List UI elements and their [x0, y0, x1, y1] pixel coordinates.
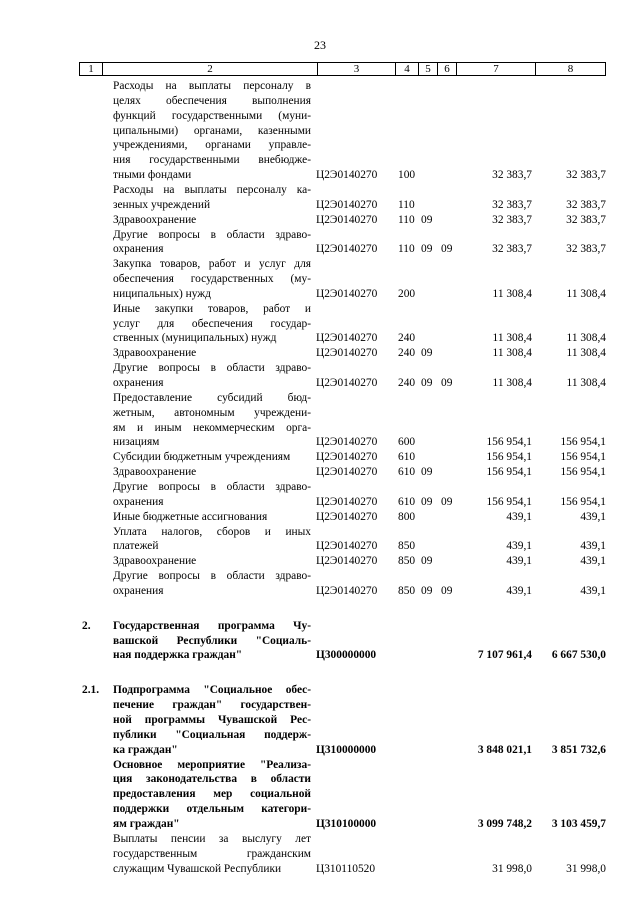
expense-type: 850: [398, 584, 416, 597]
amount-year-2: 32 383,7: [566, 213, 606, 226]
amount-year-2: 11 308,4: [566, 377, 606, 389]
row-line: [0, 728, 640, 742]
row-line: [0, 435, 640, 449]
amount-year-2: 439,1: [580, 540, 606, 553]
row-name-text: Другие вопросы в области здраво-: [113, 362, 311, 375]
expense-type: 600: [398, 436, 416, 449]
amount-year-2: 439,1: [580, 510, 606, 523]
row-line: [0, 758, 640, 772]
row-number: 2.1.: [82, 684, 100, 697]
row-line: [0, 648, 640, 662]
expense-type: 800: [398, 510, 416, 523]
row-number: 2.: [82, 619, 91, 632]
row-line: [0, 802, 640, 816]
row-line: [0, 817, 640, 831]
row-line: [0, 787, 640, 801]
row-name-text: услуг для обеспечения государ-: [113, 317, 311, 330]
row-name-text: Здравоохранение: [113, 466, 197, 479]
row-line: [0, 584, 640, 598]
target-article-code: Ц2Э0140270: [316, 169, 378, 182]
row-line: [0, 79, 640, 93]
row-name-text: ственных (муниципальных) нужд: [113, 332, 277, 345]
row-name-text: ципальными) органами, казенными: [113, 124, 311, 137]
expense-type: 110: [398, 198, 415, 211]
row-name-text: поддержки отдельным категори-: [113, 803, 311, 816]
target-article-code: Ц2Э0140270: [316, 243, 378, 256]
subsection: 09: [441, 495, 453, 508]
amount-year-1: 11 308,4: [492, 347, 532, 360]
row-name-text: предоставления мер социальной: [113, 788, 311, 801]
row-name-text: Основное мероприятие "Реализа-: [113, 758, 311, 771]
amount-year-2: 156 954,1: [560, 495, 606, 508]
amount-year-1: 7 107 961,4: [477, 649, 532, 662]
subsection: 09: [441, 377, 453, 389]
amount-year-2: 156 954,1: [560, 436, 606, 449]
amount-year-1: 3 848 021,1: [477, 743, 532, 756]
amount-year-1: 439,1: [506, 584, 532, 597]
target-article-code: Ц2Э0140270: [316, 436, 378, 449]
row-name-text: ка граждан": [113, 743, 178, 756]
row-line: [0, 376, 640, 390]
row-name-text: служащим Чувашской Республики: [113, 862, 282, 875]
target-article-code: Ц300000000: [316, 649, 377, 662]
row-name-text: Другие вопросы в области здраво-: [113, 480, 311, 493]
target-article-code: Ц310100000: [316, 817, 377, 830]
expense-type: 610: [398, 495, 416, 508]
target-article-code: Ц2Э0140270: [316, 198, 378, 211]
row-name-text: функций государственными (муни-: [113, 109, 311, 122]
section: 09: [421, 347, 433, 360]
row-name-text: государственным гражданским: [113, 847, 311, 860]
amount-year-1: 11 308,4: [492, 287, 532, 300]
row-line: [0, 109, 640, 123]
row-line: [0, 391, 640, 405]
target-article-code: Ц310110520: [316, 862, 376, 875]
row-name-text: целях обеспечения выполнения: [113, 94, 311, 107]
amount-year-2: 439,1: [580, 584, 606, 597]
row-name-text: охранения: [113, 377, 164, 389]
row-line: [0, 183, 640, 197]
amount-year-1: 32 383,7: [492, 213, 532, 226]
target-article-code: Ц2Э0140270: [316, 213, 378, 226]
expense-type: 610: [398, 466, 416, 479]
section: 09: [421, 555, 433, 568]
amount-year-1: 439,1: [506, 540, 532, 553]
row-name-text: ям и иным некоммерческим орга-: [113, 421, 311, 434]
expense-type: 240: [398, 332, 416, 345]
row-line: [0, 302, 640, 316]
row-name-text: публики "Социальная поддерж-: [113, 728, 311, 741]
row-name-text: Расходы на выплаты персоналу ка-: [113, 183, 311, 196]
section: 09: [421, 243, 433, 256]
row-name-text: тными фондами: [113, 169, 192, 182]
amount-year-2: 3 103 459,7: [551, 817, 606, 830]
section: 09: [421, 584, 433, 597]
row-name-text: учреждениями, органами управле-: [113, 139, 311, 152]
amount-year-1: 439,1: [506, 510, 532, 523]
expense-type: 610: [398, 451, 416, 464]
row-line: [0, 272, 640, 286]
header-col-4: 4: [404, 63, 410, 75]
header-col-3: 3: [353, 63, 360, 75]
row-name-text: Здравоохранение: [113, 555, 197, 568]
target-article-code: Ц2Э0140270: [316, 287, 378, 300]
amount-year-2: 156 954,1: [560, 451, 606, 464]
header-col-2: 2: [207, 63, 213, 75]
amount-year-2: 31 998,0: [566, 862, 606, 875]
amount-year-2: 32 383,7: [566, 243, 606, 256]
header-col-5: 5: [425, 63, 431, 75]
section: 09: [421, 495, 433, 508]
expense-type: 110: [398, 213, 415, 226]
amount-year-2: 156 954,1: [560, 466, 606, 479]
amount-year-1: 439,1: [506, 555, 532, 568]
row-name-text: вашской Республики "Социаль-: [113, 634, 311, 647]
amount-year-1: 11 308,4: [492, 377, 532, 389]
row-line: [0, 94, 640, 108]
target-article-code: Ц2Э0140270: [316, 495, 378, 508]
target-article-code: Ц2Э0140270: [316, 451, 378, 464]
amount-year-2: 11 308,4: [566, 347, 606, 360]
subsection: 09: [441, 243, 453, 256]
expense-type: 850: [398, 540, 416, 553]
amount-year-1: 32 383,7: [492, 198, 532, 211]
row-line: [0, 743, 640, 757]
row-name-text: Другие вопросы в области здраво-: [113, 228, 311, 241]
amount-year-1: 156 954,1: [486, 436, 532, 449]
row-line: [0, 257, 640, 271]
amount-year-2: 439,1: [580, 555, 606, 568]
target-article-code: Ц2Э0140270: [316, 510, 378, 523]
section: 09: [421, 377, 433, 389]
amount-year-2: 11 308,4: [566, 287, 606, 300]
row-line: [0, 406, 640, 420]
amount-year-1: 3 099 748,2: [477, 817, 532, 830]
expense-type: 240: [398, 377, 416, 389]
row-line: [0, 634, 640, 648]
row-line: [0, 228, 640, 242]
row-name-text: ям граждан": [113, 817, 180, 830]
expense-type: 200: [398, 287, 416, 300]
page-number: 23: [314, 38, 326, 52]
amount-year-2: 6 667 530,0: [551, 649, 606, 662]
target-article-code: Ц2Э0140270: [316, 347, 378, 360]
header-col-7: 7: [493, 63, 499, 75]
row-line: [0, 242, 640, 256]
row-name-text: Здравоохранение: [113, 347, 197, 360]
row-name-text: платежей: [113, 540, 159, 553]
row-line: [0, 569, 640, 583]
header-col-6: 6: [444, 63, 450, 75]
row-name-text: ния государственными внебюдже-: [113, 154, 311, 167]
amount-year-1: 156 954,1: [486, 451, 532, 464]
row-name-text: зенных учреждений: [113, 198, 211, 211]
target-article-code: Ц2Э0140270: [316, 584, 378, 597]
row-name-text: Закупка товаров, работ и услуг для: [113, 258, 311, 271]
section: 09: [421, 213, 433, 226]
row-line: [0, 480, 640, 494]
row-line: [0, 450, 640, 464]
row-line: [0, 317, 640, 331]
row-line: [0, 847, 640, 861]
row-line: [0, 862, 640, 876]
header-col-1: 1: [88, 63, 94, 75]
row-name-text: низациям: [113, 436, 160, 449]
row-line: [0, 287, 640, 301]
table-header: [79, 62, 606, 76]
row-line: [0, 554, 640, 568]
row-line: [0, 361, 640, 375]
row-line: [0, 124, 640, 138]
target-article-code: Ц2Э0140270: [316, 555, 378, 568]
amount-year-1: 31 998,0: [492, 862, 532, 875]
amount-year-1: 156 954,1: [486, 495, 532, 508]
amount-year-2: 32 383,7: [566, 169, 606, 182]
row-name-text: обеспечения государственных (му-: [113, 273, 311, 286]
row-line: [0, 465, 640, 479]
row-line: [0, 683, 640, 697]
row-line: [0, 346, 640, 360]
row-name-text: ниципальных) нужд: [113, 287, 211, 300]
row-name-text: Субсидии бюджетным учреждениям: [113, 451, 291, 464]
target-article-code: Ц2Э0140270: [316, 540, 378, 553]
row-line: [0, 198, 640, 212]
row-name-text: Иные бюджетные ассигнования: [113, 510, 268, 523]
target-article-code: Ц310000000: [316, 743, 377, 756]
amount-year-1: 156 954,1: [486, 466, 532, 479]
row-name-text: охранения: [113, 584, 164, 597]
row-line: [0, 153, 640, 167]
row-line: [0, 539, 640, 553]
row-line: [0, 832, 640, 846]
row-line: [0, 213, 640, 227]
row-name-text: Уплата налогов, сборов и иных: [113, 525, 311, 538]
row-line: [0, 510, 640, 524]
row-name-text: Государственная программа Чу-: [113, 619, 311, 632]
row-line: [0, 619, 640, 633]
row-name-text: Здравоохранение: [113, 213, 197, 226]
section: 09: [421, 466, 433, 479]
expense-type: 240: [398, 347, 416, 360]
row-line: [0, 421, 640, 435]
row-name-text: Другие вопросы в области здраво-: [113, 570, 311, 583]
row-line: [0, 495, 640, 509]
amount-year-1: 32 383,7: [492, 243, 532, 256]
row-name-text: Расходы на выплаты персоналу в: [113, 80, 311, 92]
row-name-text: охранения: [113, 495, 164, 508]
row-line: [0, 772, 640, 786]
amount-year-2: 3 851 732,6: [551, 743, 606, 756]
row-name-text: Предоставление субсидий бюд-: [113, 391, 311, 404]
amount-year-1: 32 383,7: [492, 169, 532, 182]
row-name-text: ная поддержка граждан": [113, 649, 243, 662]
header-col-8: 8: [567, 63, 574, 75]
row-line: [0, 525, 640, 539]
amount-year-2: 32 383,7: [566, 198, 606, 211]
row-name-text: ной программы Чувашской Рес-: [113, 714, 311, 726]
amount-year-1: 11 308,4: [492, 332, 532, 345]
row-name-text: жетным, автономным учреждени-: [113, 406, 311, 419]
row-name-text: Подпрограмма "Социальное обес-: [113, 684, 311, 697]
row-line: [0, 331, 640, 345]
row-name-text: Выплаты пенсии за выслугу лет: [113, 832, 311, 845]
row-line: [0, 698, 640, 712]
row-line: [0, 713, 640, 727]
row-name-text: ция законодательства в области: [113, 773, 311, 786]
row-line: [0, 138, 640, 152]
target-article-code: Ц2Э0140270: [316, 377, 378, 389]
row-name-text: печение граждан" государствен-: [113, 699, 311, 712]
target-article-code: Ц2Э0140270: [316, 466, 378, 479]
row-name-text: Иные закупки товаров, работ и: [113, 302, 311, 315]
expense-type: 100: [398, 169, 416, 182]
amount-year-2: 11 308,4: [566, 332, 606, 345]
expense-type: 850: [398, 555, 416, 568]
row-line: [0, 168, 640, 182]
subsection: 09: [441, 584, 453, 597]
row-name-text: охранения: [113, 243, 164, 256]
expense-type: 110: [398, 243, 415, 256]
target-article-code: Ц2Э0140270: [316, 332, 378, 345]
